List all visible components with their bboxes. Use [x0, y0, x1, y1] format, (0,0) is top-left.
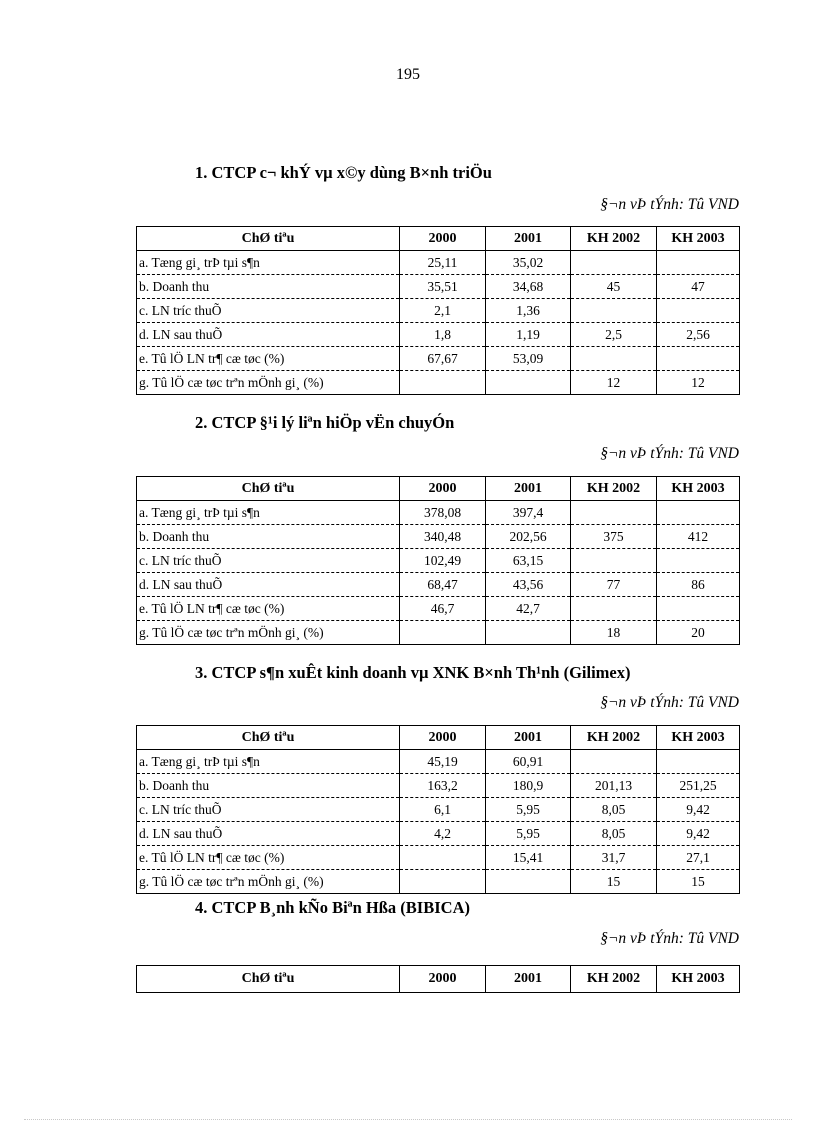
table-row	[137, 251, 740, 275]
header-2000: 2000	[400, 477, 486, 501]
table-header-row	[137, 966, 740, 993]
cell-2000	[400, 621, 486, 645]
table-row	[137, 774, 740, 798]
cell-kh-2002	[571, 549, 657, 573]
section-title-3: 3. CTCP s¶n xuÊt kinh doanh vµ XNK B×nh Th¹nh (Gilimex)	[195, 663, 631, 682]
table-row	[137, 846, 740, 870]
header-kh-2002: KH 2002	[571, 477, 657, 501]
section-title-4: 4. CTCP B¸nh kÑo Biªn Hßa (BIBICA)	[195, 898, 470, 917]
header-2000: 2000	[400, 726, 486, 750]
cell-2000	[400, 371, 486, 395]
cell-kh-2002: 77	[571, 573, 657, 597]
table-row	[137, 347, 740, 371]
cell-kh-2003: 20	[657, 621, 740, 645]
cell-kh-2003	[657, 501, 740, 525]
cell-kh-2002	[571, 347, 657, 371]
table-row	[137, 798, 740, 822]
row-label: e. Tû lÖ LN tr¶ cæ tøc (%)	[137, 347, 400, 371]
cell-2000: 25,11	[400, 251, 486, 275]
header-kh-2003: KH 2003	[657, 477, 740, 501]
cell-2001: 397,4	[486, 501, 571, 525]
cell-kh-2002: 12	[571, 371, 657, 395]
cell-2001: 202,56	[486, 525, 571, 549]
cell-2001	[486, 621, 571, 645]
cell-kh-2002: 45	[571, 275, 657, 299]
row-label: g. Tû lÖ cæ tøc trªn mÖnh gi¸ (%)	[137, 621, 400, 645]
cell-kh-2002: 375	[571, 525, 657, 549]
cell-2000: 35,51	[400, 275, 486, 299]
header-2000: 2000	[400, 227, 486, 251]
cell-2000: 378,08	[400, 501, 486, 525]
table-row	[137, 750, 740, 774]
cell-kh-2003: 2,56	[657, 323, 740, 347]
cell-kh-2003	[657, 299, 740, 323]
cell-kh-2003: 86	[657, 573, 740, 597]
cell-2001: 42,7	[486, 597, 571, 621]
page-number: 195	[396, 66, 420, 83]
cell-kh-2002	[571, 597, 657, 621]
cell-2000	[400, 870, 486, 894]
header-indicator: ChØ tiªu	[137, 227, 400, 251]
table-header-row	[137, 726, 740, 750]
header-indicator: ChØ tiªu	[137, 966, 400, 993]
row-label: b. Doanh thu	[137, 275, 400, 299]
header-kh-2003: KH 2003	[657, 966, 740, 993]
cell-2000: 6,1	[400, 798, 486, 822]
row-label: b. Doanh thu	[137, 774, 400, 798]
cell-kh-2003: 412	[657, 525, 740, 549]
cell-kh-2003: 9,42	[657, 822, 740, 846]
unit-note-3: §¬n vÞ tÝnh: Tû VND	[600, 694, 739, 711]
header-2001: 2001	[486, 966, 571, 993]
cell-2000: 68,47	[400, 573, 486, 597]
cell-2001: 53,09	[486, 347, 571, 371]
cell-2000: 1,8	[400, 323, 486, 347]
cell-kh-2002: 2,5	[571, 323, 657, 347]
header-2001: 2001	[486, 477, 571, 501]
cell-2000: 4,2	[400, 822, 486, 846]
cell-2000: 45,19	[400, 750, 486, 774]
table-row	[137, 525, 740, 549]
cell-kh-2002	[571, 750, 657, 774]
cell-2001	[486, 371, 571, 395]
cell-kh-2003	[657, 251, 740, 275]
row-label: c. LN tríc thuÕ	[137, 549, 400, 573]
header-kh-2002: KH 2002	[571, 966, 657, 993]
cell-2001: 1,36	[486, 299, 571, 323]
cell-2000	[400, 846, 486, 870]
cell-2000: 67,67	[400, 347, 486, 371]
cell-2001: 5,95	[486, 798, 571, 822]
table-row	[137, 299, 740, 323]
table-row	[137, 597, 740, 621]
cell-kh-2002	[571, 299, 657, 323]
header-indicator: ChØ tiªu	[137, 477, 400, 501]
row-label: d. LN sau thuÕ	[137, 822, 400, 846]
cell-kh-2002: 31,7	[571, 846, 657, 870]
table-header-row	[137, 227, 740, 251]
table-row	[137, 621, 740, 645]
row-label: g. Tû lÖ cæ tøc trªn mÖnh gi¸ (%)	[137, 870, 400, 894]
row-label: g. Tû lÖ cæ tøc trªn mÖnh gi¸ (%)	[137, 371, 400, 395]
cell-2001: 180,9	[486, 774, 571, 798]
cell-2000: 102,49	[400, 549, 486, 573]
cell-2001: 5,95	[486, 822, 571, 846]
table-section-2	[136, 476, 740, 645]
cell-kh-2002: 8,05	[571, 798, 657, 822]
table-row	[137, 870, 740, 894]
cell-kh-2002	[571, 251, 657, 275]
row-label: e. Tû lÖ LN tr¶ cæ tøc (%)	[137, 597, 400, 621]
cell-kh-2003	[657, 549, 740, 573]
table-section-1	[136, 226, 740, 395]
header-kh-2003: KH 2003	[657, 227, 740, 251]
row-label: b. Doanh thu	[137, 525, 400, 549]
cell-2001: 43,56	[486, 573, 571, 597]
cell-2000: 46,7	[400, 597, 486, 621]
cell-kh-2003	[657, 597, 740, 621]
header-kh-2002: KH 2002	[571, 227, 657, 251]
cell-kh-2003: 47	[657, 275, 740, 299]
section-title-2: 2. CTCP §¹i lý liªn hiÖp vËn chuyÓn	[195, 413, 455, 432]
page-footer-divider	[24, 1119, 792, 1120]
row-label: c. LN tríc thuÕ	[137, 798, 400, 822]
cell-kh-2002: 15	[571, 870, 657, 894]
cell-kh-2002: 18	[571, 621, 657, 645]
cell-kh-2003: 15	[657, 870, 740, 894]
table-row	[137, 323, 740, 347]
cell-2000: 163,2	[400, 774, 486, 798]
header-2001: 2001	[486, 227, 571, 251]
row-label: a. Tæng gi¸ trÞ tµi s¶n	[137, 501, 400, 525]
row-label: d. LN sau thuÕ	[137, 573, 400, 597]
cell-2001: 60,91	[486, 750, 571, 774]
cell-kh-2003: 27,1	[657, 846, 740, 870]
row-label: d. LN sau thuÕ	[137, 323, 400, 347]
row-label: a. Tæng gi¸ trÞ tµi s¶n	[137, 750, 400, 774]
unit-note-2: §¬n vÞ tÝnh: Tû VND	[600, 445, 739, 462]
cell-kh-2003: 9,42	[657, 798, 740, 822]
table-row	[137, 573, 740, 597]
table-row	[137, 822, 740, 846]
unit-note-4: §¬n vÞ tÝnh: Tû VND	[600, 930, 739, 947]
cell-kh-2003: 12	[657, 371, 740, 395]
table-row	[137, 275, 740, 299]
row-label: c. LN tríc thuÕ	[137, 299, 400, 323]
table-section-3	[136, 725, 740, 894]
cell-2001: 1,19	[486, 323, 571, 347]
cell-kh-2003	[657, 750, 740, 774]
cell-kh-2003: 251,25	[657, 774, 740, 798]
cell-kh-2002: 8,05	[571, 822, 657, 846]
cell-2000: 340,48	[400, 525, 486, 549]
cell-2001: 63,15	[486, 549, 571, 573]
row-label: a. Tæng gi¸ trÞ tµi s¶n	[137, 251, 400, 275]
header-2001: 2001	[486, 726, 571, 750]
header-indicator: ChØ tiªu	[137, 726, 400, 750]
table-header-row	[137, 477, 740, 501]
table-row	[137, 549, 740, 573]
cell-kh-2002	[571, 501, 657, 525]
cell-kh-2003	[657, 347, 740, 371]
table-row	[137, 371, 740, 395]
cell-2000: 2,1	[400, 299, 486, 323]
cell-2001: 35,02	[486, 251, 571, 275]
unit-note-1: §¬n vÞ tÝnh: Tû VND	[600, 196, 739, 213]
section-title-1: 1. CTCP c¬ khÝ vµ x©y dùng B×nh triÖu	[195, 163, 492, 182]
header-kh-2002: KH 2002	[571, 726, 657, 750]
table-row	[137, 501, 740, 525]
cell-2001: 15,41	[486, 846, 571, 870]
cell-2001: 34,68	[486, 275, 571, 299]
header-kh-2003: KH 2003	[657, 726, 740, 750]
header-2000: 2000	[400, 966, 486, 993]
row-label: e. Tû lÖ LN tr¶ cæ tøc (%)	[137, 846, 400, 870]
table-section-4	[136, 965, 740, 993]
cell-2001	[486, 870, 571, 894]
cell-kh-2002: 201,13	[571, 774, 657, 798]
